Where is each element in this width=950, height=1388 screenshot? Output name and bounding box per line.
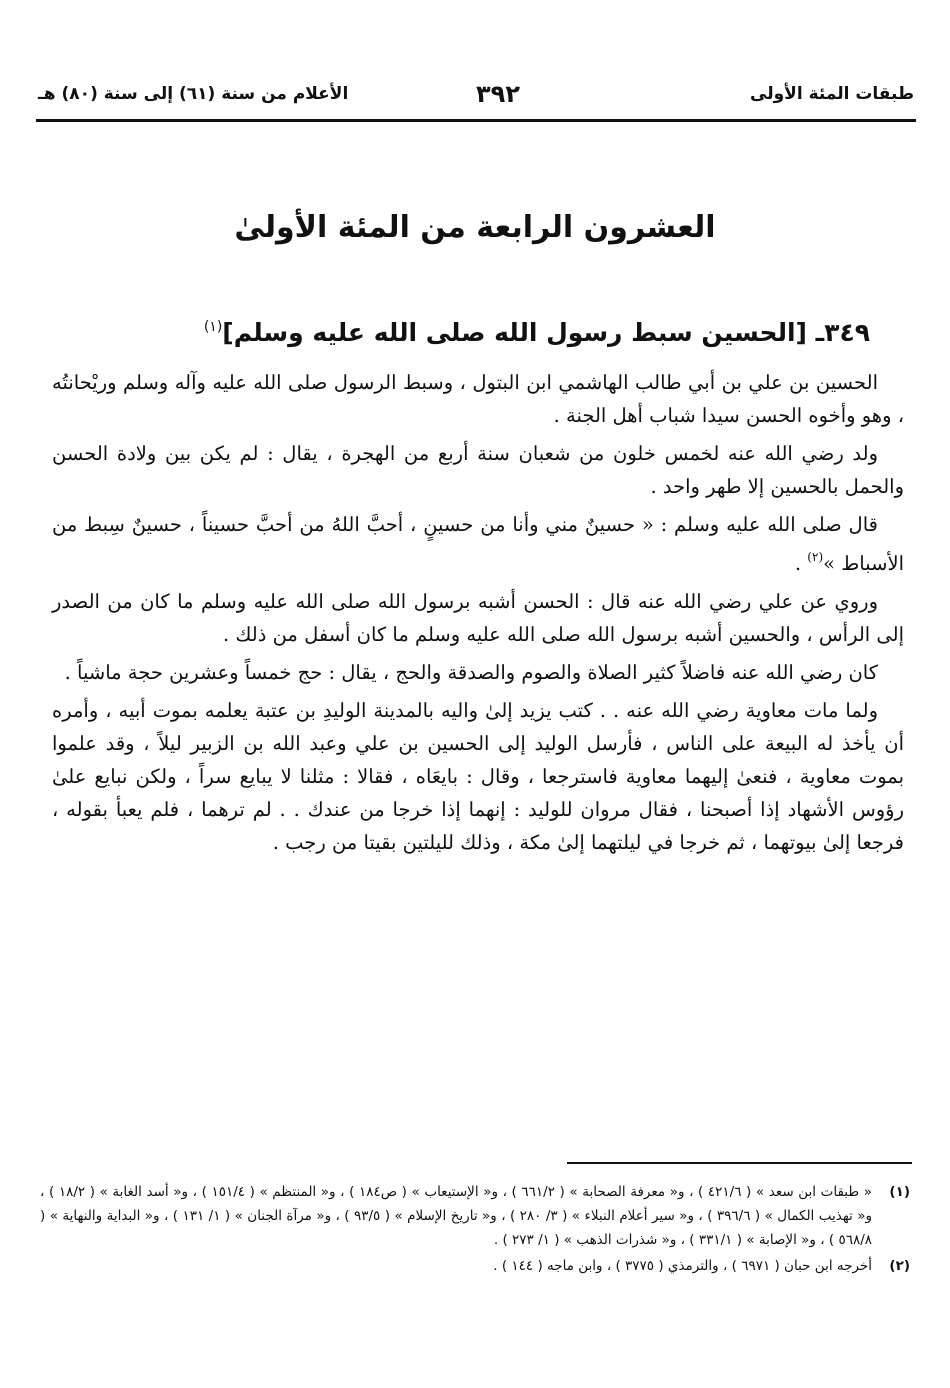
footnote-ref-2: (٢) [807,550,824,564]
paragraph-tail: . [794,552,808,575]
footnote-ref-1: (١) [203,319,223,335]
paragraph [52,437,904,503]
footnotes-divider [567,1162,912,1164]
footnote-number: (١) [889,1184,910,1200]
footnote [40,1180,910,1252]
paragraph [52,585,904,651]
footnotes [40,1180,910,1280]
running-header [38,80,914,114]
paragraph-text: وروي عن علي رضي الله عنه قال : الحسن أشبه برسول الله صلى الله عليه وسلم ما كان من الصدر إلى الرأس ، والحسين أشبه برسول الله صلى الله عليه وسلم ما كان أسفل من ذلك . [52,590,904,646]
paragraph-text: ولد رضي الله عنه لخمس خلون من شعبان سنة أربع من الهجرة ، يقال : لم يكن بين ولادة الحسن والحمل بالحسين إلا طهر واحد . [52,442,904,498]
book-title: طبقات المئة الأولى [750,84,914,104]
footnote [40,1254,910,1278]
header-divider [36,119,916,122]
paragraph [52,366,904,432]
paragraph-text: ولما مات معاوية رضي الله عنه . . كتب يزيد إلىٰ واليه بالمدينة الوليدِ بن عتبة يعلمه بموت أبيه ، وأمره أن يأخذ له البيعة على الناس ، فأرسل الوليد إلى الحسين بن علي وعبد الله بن الزبير ليلاً ، وقد علموا بموت معاوية ، فنعىٰ إليهما معاوية فاسترجعا ، وقال : بايعَاه ، فقالا : مثلنا لا يبايع سراً ، ولكن نبايع علىٰ رؤوس الأشهاد إذا أصبحنا ، فقال مروان للوليد : إنهما إذا خرجا من عندك . . لم ترهما ، فلم يعبأ بقوله ، فرجعا إلىٰ بيوتهما ، ثم خرجا في ليلتهما إلىٰ مكة ، وذلك لليلتين بقيتا من رجب . [52,699,904,854]
paragraph-text: كان رضي الله عنه فاضلاً كثير الصلاة والصوم والصدقة والحج ، يقال : حج خمساً وعشرين حجة ماشياً . [64,661,878,684]
year-range: الأعلام من سنة (٦١) إلى سنة (٨٠) هـ [38,84,349,104]
paragraph-text: قال صلى الله عليه وسلم : « حسينٌ مني وأنا من حسينٍ ، أحبَّ اللهُ من أحبَّ حسيناً ، حسينٌ سِبط من الأسباط » [52,513,904,575]
footnote-text: « طبقات ابن سعد » ( ٤٢١/٦ ) ، و« معرفة الصحابة » ( ٦٦١/٢ ) ، و« الإستيعاب » ( ص١٨٤ ) ، و« المنتظم » ( ١٥١/٤ ) ، و« أسد الغابة » ( ١٨/٢ ) ، و« تهذيب الكمال » ( ٣٩٦/٦ ) ، و« سير أعلام النبلاء » ( ٣/ ٢٨٠ ) ، و« تاريخ الإسلام » ( ٩٣/٥ ) ، و« مرآة الجنان » ( ١/ ١٣١ ) ، و« البداية والنهاية » ( ٥٦٨/٨ ) ، و« الإصابة » ( ٣٣١/١ ) ، و« شذرات الذهب » ( ١/ ٢٧٣ ) . [40,1184,873,1248]
entry-title [70,318,870,347]
footnote-text: أخرجه ابن حبان ( ٦٩٧١ ) ، والترمذي ( ٣٧٧٥ ) ، وابن ماجه ( ١٤٤ ) . [493,1258,872,1274]
paragraph [52,694,904,859]
footnote-number: (٢) [889,1258,910,1274]
main-text [52,366,904,864]
section-title: العشرون الرابعة من المئة الأولىٰ [234,210,716,245]
page-number: ٣٩٢ [476,80,520,108]
paragraph [52,508,904,580]
paragraph-text: الحسين بن علي بن أبي طالب الهاشمي ابن البتول ، وسبط الرسول صلى الله عليه وآله وسلم وريْحانتُه ، وهو وأخوه الحسن سيدا شباب أهل الجنة . [52,371,904,427]
entry-heading: ٣٤٩ـ [الحسين سبط رسول الله صلى الله عليه وسلم] [222,318,870,347]
paragraph [52,656,904,689]
